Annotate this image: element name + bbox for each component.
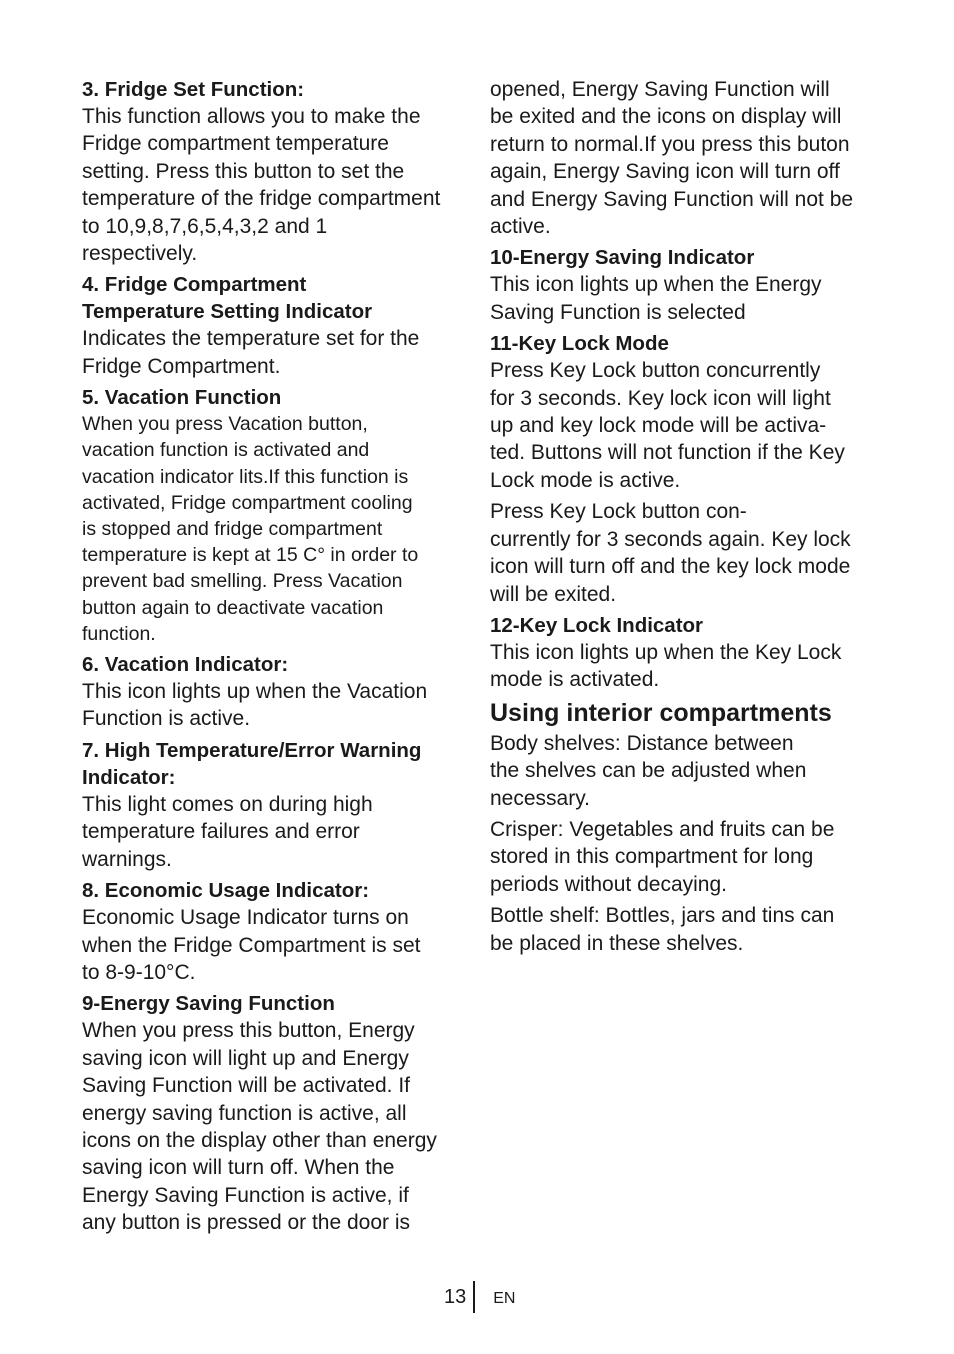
fridge-temp-indicator-text: Indicates the temperature set for the Fridge Compartment. <box>82 327 420 378</box>
crisper-text: Crisper: Vegetables and fruits can be stored in this compartment for long periods without decaying. <box>490 817 835 896</box>
high-temp-warning-text: This light comes on during high temperature failures and error warnings. <box>82 792 373 871</box>
page-number: 13 <box>444 1286 467 1308</box>
vacation-indicator-heading: 6. Vacation Indicator: <box>82 653 289 677</box>
energy-saving-function-text: When you press this button, Energy saving icon will light up and Energy Saving Function will be activated. If energy saving function is active, all icons on the display other than energy saving icon will turn off. When the Energy Saving Function is active, if any button is pressed or the door is <box>82 1019 437 1235</box>
economic-usage-heading: 8. Economic Usage Indicator: <box>82 879 370 903</box>
page-footer <box>444 1281 515 1313</box>
high-temp-warning-heading: 7. High Temperature/Error Warning Indicator: <box>82 738 422 789</box>
key-lock-mode-text-2: Press Key Lock button con- currently for 3 seconds again. Key lock icon will turn off and the key lock mode will be exited. <box>490 500 851 606</box>
energy-saving-indicator-heading: 10-Energy Saving Indicator <box>490 246 755 270</box>
body-shelves-text: Body shelves: Distance between the shelves can be adjusted when necessary. <box>490 731 807 810</box>
key-lock-indicator-text: This icon lights up when the Key Lock mode is activated. <box>490 640 842 692</box>
energy-saving-function-text-continued: opened, Energy Saving Function will be exited and the icons on display will return to normal.If you press this buton again, Energy Saving icon will turn off and Energy Saving Function will not be active. <box>490 78 854 239</box>
vacation-function-text: When you press Vacation button, vacation function is activated and vacation indicator lits.If this function is activated, Fridge compartment cooling is stopped and fridge compartment temperature is kept at 15 C° in order to prevent bad smelling. Press Vacation button again to deactivate vacation function. <box>82 413 419 645</box>
right-column <box>490 76 880 961</box>
key-lock-indicator-heading: 12-Key Lock Indicator <box>490 613 704 637</box>
bottle-shelf-text: Bottle shelf: Bottles, jars and tins can be placed in these shelves. <box>490 904 835 955</box>
language-code: EN <box>493 1289 516 1307</box>
fridge-temp-indicator-heading: 4. Fridge Compartment Temperature Setting Indicator <box>82 273 373 324</box>
economic-usage-text: Economic Usage Indicator turns on when the Fridge Compartment is set to 8-9-10°C. <box>82 906 421 984</box>
fridge-set-function-text: This function allows you to make the Fridge compartment temperature setting. Press this button to set the temperature of the fridge compartment to 10,9,8,7,6,5,4,3,2 and 1 respectively. <box>82 105 441 266</box>
left-column <box>82 76 466 1241</box>
key-lock-mode-text-1: Press Key Lock button concurrently for 3 seconds. Key lock icon will light up and key lock mode will be activa- ted. Buttons will not function if the Key Lock mode is active. <box>490 359 845 492</box>
vacation-function-heading: 5. Vacation Function <box>82 386 282 410</box>
vacation-indicator-text: This icon lights up when the Vacation Function is active. <box>82 680 428 731</box>
interior-compartments-title: Using interior compartments <box>490 698 832 727</box>
key-lock-mode-heading: 11-Key Lock Mode <box>490 332 669 356</box>
fridge-set-function-heading: 3. Fridge Set Function: <box>82 78 305 101</box>
energy-saving-indicator-text: This icon lights up when the Energy Saving Function is selected <box>490 273 822 324</box>
energy-saving-function-heading: 9-Energy Saving Function <box>82 992 335 1016</box>
